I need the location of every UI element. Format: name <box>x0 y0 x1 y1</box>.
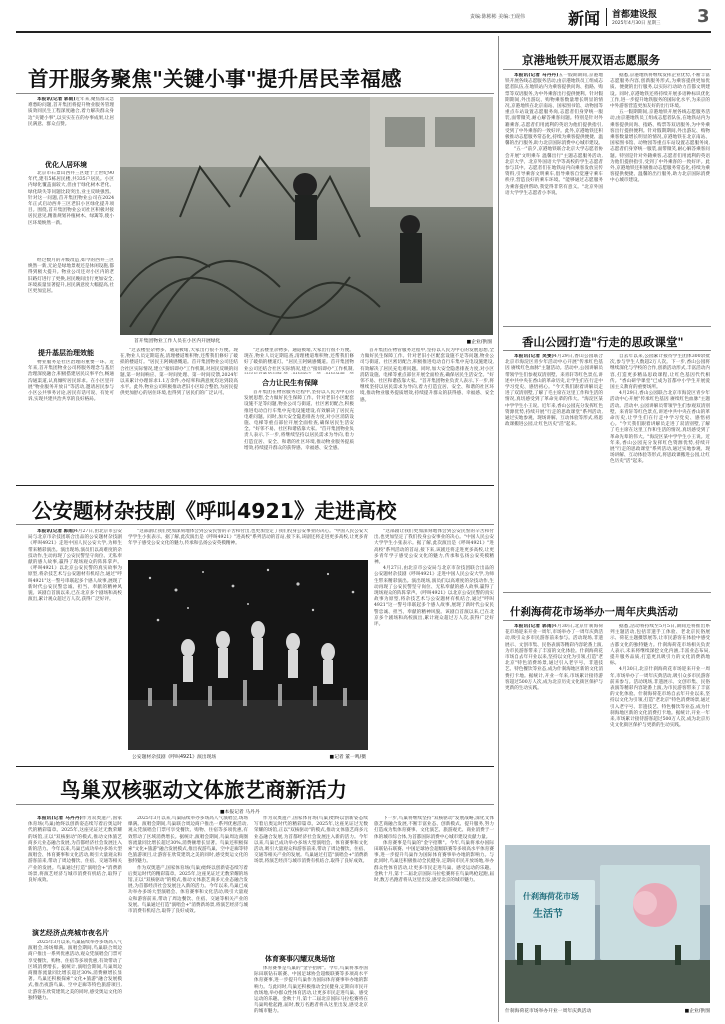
article1-byline: 本报讯(记者 郭雨) <box>37 97 76 102</box>
article2-text3: 据悉,京港地铁将继续发挥企业优势,不断丰富志愿服务内容,创新服务形式,为乘客提供更加优质、便捷的出行服务,以实际行动助力首都文明建设。同时,京港地铁还将持续开展多语种标识优化工作,进一步提升地铁服务的国际化水平,为来京的中外游客营造更加友好的出行环境。 <box>610 73 710 110</box>
article5-col1 <box>505 624 603 840</box>
article4-headline: 公安题材杂技剧《呼叫4921》走进高校 <box>32 499 397 523</box>
article5-photo-illustration <box>505 845 710 1003</box>
article5-col2 <box>610 624 710 840</box>
article4-photo-caption: 公安题材杂技剧《呼叫4921》演出现场 <box>132 755 217 760</box>
masthead-divider <box>606 8 607 26</box>
masthead-date: 2025年4月30日 星期三 <box>612 21 661 26</box>
article6-col4-text-b: 体育赛事是鸟巢的"金字招牌"。今年,鸟巢将承办国际田联钻石联赛、中国足球协会超级联赛等多项高水平体育赛事,进一步提升鸟巢作为国际体育赛事举办地的影响力。与此同时,鸟巢还积极推动全民健身,定期向市民开放场地,举办群众性体育活动,让更多市民走进鸟巢、感受运动的乐趣。金秋十月,第十二届北京国际马拉松赛将在鸟巢鸣枪起跑,届时,数万名跑者将从这里出发,感受北京的城市魅力。 <box>374 840 494 884</box>
article6-rule <box>16 804 494 805</box>
article5-text2: 据悉,活动将持续至5月5日,期间还将推出系列主题活动,包括非遗手工体验、老北京民俗展示、荷花主题摄影展等,让市民游客在体验中感受古都文化的独特魅力。什刹海荷花市场相关负责人表示,未来将继续深挖文化内涵,丰富业态布局,提升服务品质,打造更具吸引力的文化消费新地标。 <box>610 624 710 667</box>
article4-text: 4月27日,由北京市公安局与北京市杂技团联合出品的公安题材杂技剧《呼叫4921》走进中国人民公安大学,为师生带来精彩演出。演出现场,演员们以高难度的杂技动作,生动再现了公安民警坚守岗位、无私奉献的感人故事,赢得了现场观众的阵阵掌声。《呼叫4921》以北京公安民警的真实故事为原型,将杂技艺术与公安题材有机结合,通过"呼叫4921"这一警号串联起多个感人故事,展现了新时代公安民警忠诚、担当、奉献的精神风貌。该剧自首演以来,已在北京多个剧场和高校演出,累计观众超过万人次,获得广泛好评。 <box>28 529 122 603</box>
article2-headline: 京港地铁开展双语志愿服务 <box>522 53 660 67</box>
article6-col2-text-b: 作为双奥遗产,国家体育场(鸟巢)始终以创新姿态续写着后奥运时代的精彩篇章。2025年,这座见证过无数荣耀的场馆,正以"双核驱动"的模式,推动文体旅艺商多元业态融合发展,为首都经济社会发展注入新的活力。今年以来,鸟巢已成功举办多场大型演唱会、体育赛事和文化活动,吸引大量观众和游客前来,带动了周边餐饮、住宿、交通等相关产业的发展。鸟巢通过打造"演唱会+"消费新场景,将演艺经济与城市消费有机结合,取得了良好成效。 <box>128 865 248 915</box>
article2-col1 <box>505 73 603 322</box>
article4-byline: 本报讯(记者 郭雨) <box>37 529 75 534</box>
article2-byline: 本报讯(记者 马丹丹) <box>514 73 559 78</box>
article2-bottom-rule <box>503 326 711 327</box>
article2-text2: "五一"前夕,京港地铁联合北京大学志愿者协会开展"文明乘车 温馨出行"主题志愿服务活动,北京大学、北京外国语大学等高校的学生志愿者参与其中。志愿者们在地铁站内向乘客发放宣传资料,引导乘客文明乘车,倡导乘客自觉遵守乘车秩序,营造良好的乘车环境。"能够通过志愿服务为乘客提供帮助,我觉得非常有意义。"北京外国语大学学生志愿者小李说。 <box>505 147 603 196</box>
article1-col1b <box>28 258 114 334</box>
article3-text-repeat: 4月29日,香山公园联合北京市海淀区青少年活动中心开展"传承红色基因 赓续红色血脉"主题活动。活动中,公园讲解员带领学生们参观双清别墅、来青轩等红色景点,讲述中共中央在香山的革命历史,让学生们在行走中学习党史、感悟初心。"今天我们跟着讲解员走进了双清别墅,了解了毛主席在这里工作和生活的情况,真切感受到了革命先辈的伟大。"海淀区某中学学生小王说。近年来,香山公园充分发挥红色资源优势,持续开展"行走的思政课堂"系列活动,通过实地参观、现场讲解、互动体验等形式,将思政课搬进公园,让红色历史"活"起来。 <box>610 391 710 465</box>
article1-subhead-1: 优化人居环境 <box>45 161 87 169</box>
article3-col1 <box>505 354 603 572</box>
article2-col2 <box>610 73 710 322</box>
article6-col1b <box>28 940 122 1020</box>
article4-photo-illustration <box>128 560 368 750</box>
article1-col2 <box>120 348 238 480</box>
article6-col1b-text: 2025年3月以来,鸟巢陆续举办多场高人气演唱会,场场爆满。演唱会期间,鸟巢联合周边商户推出一系列优惠活动,观众凭演唱会门票可享受餐饮、购物、住宿等多项优惠,有效带动了区域消费增长。据统计,演唱会期间,鸟巢周边商圈客流量同比增长超过30%,消费额增长显著。鸟巢还积极探索"文化+旅游"融合发展模式,推出夜游鸟巢、空中走廊等特色旅游项目,让游客在欣赏建筑之美的同时,感受奥运文化的独特魅力。 <box>28 940 122 1001</box>
article6-col3-text: 作为双奥遗产,国家体育场(鸟巢)始终以创新姿态续写着后奥运时代的精彩篇章。2025年,这座见证过无数荣耀的场馆,正以"双核驱动"的模式,推动文体旅艺商多元业态融合发展,为首都经济社会发展注入新的活力。今年以来,鸟巢已成功举办多场大型演唱会、体育赛事和文化活动,吸引大量观众和游客前来,带动了周边餐饮、住宿、交通等相关产业的发展。鸟巢通过打造"演唱会+"消费新场景,将演艺经济与城市消费有机结合,取得了良好成效。 <box>254 816 368 865</box>
article3-col2 <box>610 354 710 572</box>
article1-rule <box>16 93 494 94</box>
article5-photo-banner: 什刹海荷花市场 <box>523 892 579 901</box>
article1-col4-text: 首开集团在物管服务过程中,坚持以人民为中心的发展思想,全力做好民生保障工作。针对老旧小区配套设施不足等问题,物业公司与街道、社区密切配合,积极推进电动自行车集中充电设施建设,有效解决了居民充电难问题。同时,加大安全隐患排查力度,对小区消防设施、电梯等重点部位开展全面检查,确保居民生活安全。"好邻不易、社区和谐依靠大家。"首开集团物业负责人表示,下一步,将继续坚持以居民需求为导向,着力打造宜居、安全、和谐的社区环境,推动物业服务提质增效,持续提升群众的获得感、幸福感、安全感。 <box>360 348 494 403</box>
masthead-rule <box>16 31 711 33</box>
article3-byline: 本报讯(记者 吴雯) <box>514 354 554 359</box>
article6-subhead-2: 体育赛事闪耀双奥场馆 <box>265 955 335 963</box>
masthead <box>0 0 725 30</box>
article5-text: 4月30日,北京什刹海荷花市场迎来开业一周年,市场举办了一周年庆典活动,吸引众多市民游客前来参与。活动现场,非遗展示、文创市集、民俗表演等精彩内容轮番上演,为市民游客带来了丰富的文化体验。什刹海荷花市场自去年开业以来,坚持以文化为引领,打造"老北京"特色消费场景,通过引入老字号、非遗技艺、特色餐饮等业态,成为什刹海地区新的文化消费打卡地。据统计,开业一年来,市场累计接待游客超过500万人次,成为北京历史文化街区保护与更新的生动实践。 <box>505 624 603 692</box>
article6-col4 <box>374 816 494 1020</box>
article2-text-repeat: 五一假期期间,京港地铁开展各线志愿服务活动,由京港地铁员工组成志愿者队伍,在地铁站内为乘客提供问询、指路、购票等双语服务,为中外乘客出行提供便利。针对假期期间,外出游玩、购物乘客数量增长明显的情况,京港地铁在北京南站、国家图书馆、动物园等重点车站设置志愿服务岗,志愿者们身穿统一服装,面带微笑,耐心解答乘客问题。特别是针对外籍乘客,志愿者们用流利的英语为他们提供指引,受到了中外乘客的一致好评。此外,京港地铁还积极推动志愿服务常态化,持续为乘客提供便捷、温馨的出行服务,助力北京国际消费中心城市建设。 <box>610 110 710 184</box>
article6-credit-top: ■本报记者 马丹丹 <box>220 810 260 815</box>
article3-headline: 香山公园打造"行走的思政课堂" <box>522 335 684 349</box>
article4-col3-text: "这部剧让我们更加深刻地体会到公安民警的辛苦和付出,也更加坚定了我们投身公安事业的决心。"中国人民公安大学学生小张表示。据了解,此次演出是《呼叫4921》"进高校"系列活动的首站,接下来,该剧还将走进更多高校,让更多青年学子感受公安文化的魅力,传承和弘扬公安英模精神。 <box>374 529 494 566</box>
column-divider-right <box>498 36 499 1022</box>
article4-photo <box>128 560 368 750</box>
masthead-left-tag: 责编:陈彬彬 美编:王砚伟 <box>470 14 525 20</box>
article5-headline: 什刹海荷花市场举办一周年庆典活动 <box>510 606 678 618</box>
article3-bottom-rule <box>503 592 711 593</box>
article6-col2-text: 2025年3月以来,鸟巢陆续举办多场高人气演唱会,场场爆满。演唱会期间,鸟巢联合周边商户推出一系列优惠活动,观众凭演唱会门票可享受餐饮、购物、住宿等多项优惠,有效带动了区域消费增长。据统计,演唱会期间,鸟巢周边商圈客流量同比增长超过30%,消费额增长显著。鸟巢还积极探索"文化+旅游"融合发展模式,推出夜游鸟巢、空中走廊等特色旅游项目,让游客在欣赏建筑之美的同时,感受奥运文化的独特魅力。 <box>128 816 248 865</box>
article1-col1c-text: 物业服务是社区治理的重要一环。近年来,首开集团物业公司将服务理念与基层治理深度融合,积极搭建居民议事平台,畅通沟通渠道,认真倾听居民诉求。在小区里开展"物业服务开放日"等活动,邀请居民参与小区公共事务讨论,居民有话可说、有处可诉,实现共建共治共享的良好格局。 <box>28 360 114 403</box>
article4-col3 <box>374 529 494 762</box>
article5-rule <box>503 620 711 621</box>
article3-rule <box>503 350 711 351</box>
article5-photo <box>505 845 710 1003</box>
article1-col2-text: "过去楼里杂物多、通道被堵,大家出行很不方便。现在,物业人员定期巡查,清理楼道堆积物,还帮我们修好了破损的楼道灯。"居民王阿姨感慨道。首开集团物业公司还结合社区实际情况,建立"接诉即办"工作机制,对居民反映的问题,第一时间响应、第一时间处理、第一时间反馈,2024年以来累计办理诉求1.1万余件,办结率和满意度均达到较高水平。此外,物业公司积极推动老旧小区综合整治,为居民提供更加舒心的居住环境,也得到了居民们的广泛认可。 <box>120 348 238 397</box>
article6-top-rule <box>16 766 494 767</box>
article1-col3b <box>244 390 354 480</box>
article1-col3-text: 首开集团在物管服务过程中,坚持以人民为中心的发展思想,全力做好民生保障工作。针对老旧小区配套设施不足等问题,物业公司与街道、社区密切配合,积极推进电动自行车集中充电设施建设,有效解决了居民充电难问题。同时,加大安全隐患排查力度,对小区消防设施、电梯等重点部位开展全面检查,确保居民生活安全。"好邻不易、社区和谐依靠大家。"首开集团物业负责人表示,下一步,将继续坚持以居民需求为导向,着力打造宜居、安全、和谐的社区环境,推动物业服务提质增效,持续提升群众的获得感、幸福感、安全感。 <box>244 390 354 451</box>
article4-rule <box>16 524 494 525</box>
article1-photo-credit: ■企业/供图 <box>466 340 492 345</box>
article1-col3-lead: "过去楼里杂物多、通道被堵,大家出行很不方便。现在,物业人员定期巡查,清理楼道堆积物,还帮我们修好了破损的楼道灯。"居民王阿姨感慨道。首开集团物业公司还结合社区实际情况,建立"接诉即办"工作机制, <box>244 348 354 372</box>
article5-photo-banner2: 生活节 <box>533 909 563 920</box>
article1-photo-caption: 首开集团物业工作人员在小区内开展绿化 <box>134 339 221 344</box>
article4-col1 <box>28 529 122 762</box>
article4-col2-text: "这部剧让我们更加深刻地体会到公安民警的辛苦和付出,也更加坚定了我们投身公安事业的决心。"中国人民公安大学学生小张表示。据了解,此次演出是《呼叫4921》"进高校"系列活动的首站,接下来,该剧还将走进更多高校,让更多青年学子感受公安文化的魅力,传承和弘扬公安英模精神。 <box>128 529 368 547</box>
article4-col2-top <box>128 529 368 555</box>
article6-col4-text: 下一步,鸟巢将继续坚持"双核驱动"发展战略,深化文体旅艺商融合发展,不断丰富业态、创新模式、提升服务,努力打造成为集体育赛事、文化演艺、旅游观光、商业消费于一体的城市综合体,为首都国际消费中心城市建设贡献力量。 <box>374 816 494 840</box>
article6-text: 作为双奥遗产,国家体育场(鸟巢)始终以创新姿态续写着后奥运时代的精彩篇章。2025年,这座见证过无数荣耀的场馆,正以"双核驱动"的模式,推动文体旅艺商多元业态融合发展,为首都经济社会发展注入新的活力。今年以来,鸟巢已成功举办多场大型演唱会、体育赛事和文化活动,吸引大量观众和游客前来,带动了周边餐饮、住宿、交通等相关产业的发展。鸟巢通过打造"演唱会+"消费新场景,将演艺经济与城市消费有机结合,取得了良好成效。 <box>28 816 122 884</box>
masthead-page-number: 3 <box>697 6 710 27</box>
article1-headline: 首开服务聚焦"关键小事"提升居民幸福感 <box>28 67 402 91</box>
article2-text: 五一假期期间,京港地铁开展各线志愿服务活动,由京港地铁员工组成志愿者队伍,在地铁站内为乘客提供问询、指路、购票等双语服务,为中外乘客出行提供便利。针对假期期间,外出游玩、购物乘客数量增长明显的情况,京港地铁在北京南站、国家图书馆、动物园等重点车站设置志愿服务岗,志愿者们身穿统一服装,面带微笑,耐心解答乘客问题。特别是针对外籍乘客,志愿者们用流利的英语为他们提供指引,受到了中外乘客的一致好评。此外,京港地铁还积极推动志愿服务常态化,持续为乘客提供便捷、温馨的出行服务,助力北京国际消费中心城市建设。 <box>505 73 603 147</box>
article2-rule <box>503 69 711 70</box>
article1-col1a-text: 北京市石景山西井三区建于上世纪90年代,建有5栋居民楼,共335户居民。小区内绿化覆盖面较大,但由于绿化树木老化、绿化缺失等问题比较突出,业主反映强烈。针对这一问题,首开集团物业公司在2024年正式启动西井三区老旧小区绿化提升项目。围绕,首开集团物业公司社区积极对接居民意见,精准规划补植树木、绿篱等,使小区环境焕然一新。 <box>28 171 114 226</box>
article1-subhead-3: 合力让民生有保障 <box>262 379 318 387</box>
article5-byline: 本报讯(记者 郭雨) <box>514 624 554 629</box>
masthead-section: 新闻 <box>568 9 601 28</box>
article1-photo <box>120 97 493 335</box>
article6-col1 <box>28 816 122 924</box>
article1-lead: 近年来,聚焦群众急难愁盼问题,首开集团将提升物业服务管理质效同民生工程深度融合,着力解决群众身边"关键小事",以实实在在的办事成果,让居民满意、群众点赞。 <box>28 97 114 127</box>
article4-photo-credit: ■记者 董一鸣/摄 <box>329 755 366 760</box>
article6-col3b-text: 体育赛事是鸟巢的"金字招牌"。今年,鸟巢将承办国际田联钻石联赛、中国足球协会超级联赛等多项高水平体育赛事,进一步提升鸟巢作为国际体育赛事举办地的影响力。与此同时,鸟巢还积极推动全民健身,定期向市民开放场地,举办群众性体育活动,让更多市民走进鸟巢、感受运动的乐趣。金秋十月,第十二届北京国际马拉松赛将在鸟巢鸣枪起跑,届时,数万名跑者将从这里出发,感受北京的城市魅力。 <box>254 966 368 1015</box>
article3-text2: 自去年以来,公园累计接待学生团体300余批次,参与学生人数超2万人次。下一步,香山公园将继续深化与学校的合作,创新活动形式,丰富活动内容,打造更多精品思政课程,让红色基因代代相传。"香山研学课堂"已成为首都中小学生开展爱国主义教育的重要场所。 <box>610 354 710 391</box>
article1-photo-illustration <box>120 97 493 335</box>
article5-photo-credit: ■企业/供图 <box>684 1009 710 1014</box>
masthead-section-sub: 首都建设报 <box>612 10 658 20</box>
article5-photo-caption: 什刹海荷花市场举办开业一周年庆典活动 <box>505 1009 592 1014</box>
article5-text-repeat: 4月30日,北京什刹海荷花市场迎来开业一周年,市场举办了一周年庆典活动,吸引众多市民游客前来参与。活动现场,非遗展示、文创市集、民俗表演等精彩内容轮番上演,为市民游客带来了丰富的文化体验。什刹海荷花市场自去年开业以来,坚持以文化为引领,打造"老北京"特色消费场景,通过引入老字号、非遗技艺、特色餐饮等业态,成为什刹海地区新的文化消费打卡地。据统计,开业一年来,市场累计接待游客超过500万人次,成为北京历史文化街区保护与更新的生动实践。 <box>610 667 710 729</box>
article6-byline: 本报讯(记者 马丹丹) <box>37 816 82 821</box>
article1-col4 <box>360 348 494 480</box>
article6-subhead-1: 演艺经济点亮城市夜名片 <box>32 929 109 937</box>
article6-col3 <box>254 816 368 951</box>
article1-col3 <box>244 348 354 374</box>
article1-subhead-2: 提升基层治理效能 <box>38 349 94 357</box>
article6-col3b <box>254 966 368 1020</box>
article4-col3-text-b: 4月27日,由北京市公安局与北京市杂技团联合出品的公安题材杂技剧《呼叫4921》走进中国人民公安大学,为师生带来精彩演出。演出现场,演员们以高难度的杂技动作,生动再现了公安民警坚守岗位、无私奉献的感人故事,赢得了现场观众的阵阵掌声。《呼叫4921》以北京公安民警的真实故事为原型,将杂技艺术与公安题材有机结合,通过"呼叫4921"这一警号串联起多个感人故事,展现了新时代公安民警忠诚、担当、奉献的精神风貌。该剧自首演以来,已在北京多个剧场和高校演出,累计观众超过万人次,获得广泛好评。 <box>374 566 494 628</box>
article1-col1b-text: 经过数月的升级改造,如今的西井三区焕然一新,无论是绿地景观还是休闲设施,都得到极大提升。物业公司还对小区内的老旧路灯进行了更换,居民晚间出行更加安全,环境质量显著提升,居民满意度大幅提高,社区更加宜居。 <box>28 258 114 295</box>
article1-col1c <box>28 360 114 476</box>
article6-headline: 鸟巢双核驱动文体旅艺商新活力 <box>60 778 347 802</box>
article4-top-rule <box>16 485 494 486</box>
article3-text: 4月29日,香山公园联合北京市海淀区青少年活动中心开展"传承红色基因 赓续红色血脉"主题活动。活动中,公园讲解员带领学生们参观双清别墅、来青轩等红色景点,讲述中共中央在香山的革命历史,让学生们在行走中学习党史、感悟初心。"今天我们跟着讲解员走进了双清别墅,了解了毛主席在这里工作和生活的情况,真切感受到了革命先辈的伟大。"海淀区某中学学生小王说。近年来,香山公园充分发挥红色资源优势,持续开展"行走的思政课堂"系列活动,通过实地参观、现场讲解、互动体验等形式,将思政课搬进公园,让红色历史"活"起来。 <box>505 354 603 428</box>
article6-col2 <box>128 816 248 1020</box>
